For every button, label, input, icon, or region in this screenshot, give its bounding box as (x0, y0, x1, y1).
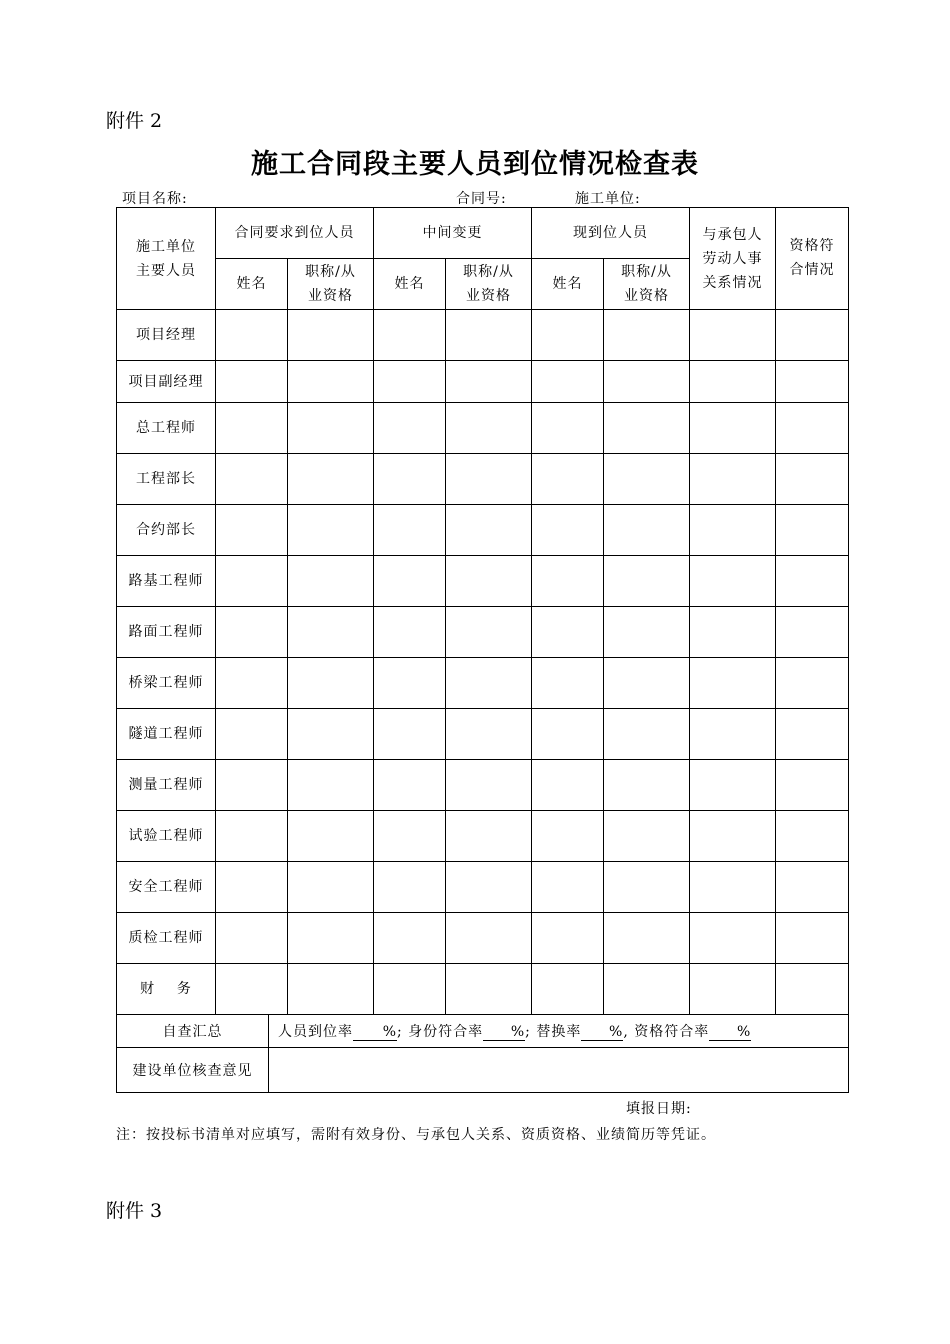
required-title-header: 职称/从 业资格 (288, 259, 374, 310)
table-cell[interactable] (216, 709, 288, 760)
table-cell[interactable] (604, 811, 690, 862)
table-row (117, 556, 849, 607)
table-cell[interactable] (532, 403, 604, 454)
table-cell[interactable] (532, 607, 604, 658)
identity-rate-blank[interactable]: % (483, 1024, 525, 1041)
footnote: 注：按投标书清单对应填写，需附有效身份、与承包人关系、资质资格、业绩简历等凭证。 (116, 1127, 716, 1143)
table-cell[interactable] (288, 760, 374, 811)
table-row (117, 913, 849, 964)
table-cell[interactable] (776, 760, 849, 811)
table-cell[interactable] (288, 658, 374, 709)
table-cell[interactable] (216, 811, 288, 862)
table-cell[interactable] (374, 811, 446, 862)
role-label: 合约部长 (117, 505, 216, 556)
contract-no-label: 合同号: (456, 191, 507, 207)
role-label: 总工程师 (117, 403, 216, 454)
role-label: 项目经理 (117, 310, 216, 361)
attachment-label-next: 附件 3 (106, 1200, 163, 1222)
table-cell[interactable] (446, 403, 532, 454)
table-cell[interactable] (374, 760, 446, 811)
table-cell[interactable] (532, 556, 604, 607)
role-label: 路面工程师 (117, 607, 216, 658)
table-cell[interactable] (374, 607, 446, 658)
table-cell[interactable] (776, 454, 849, 505)
table-cell[interactable] (690, 811, 776, 862)
table-cell[interactable] (446, 658, 532, 709)
table-cell[interactable] (374, 361, 446, 403)
role-label: 工程部长 (117, 454, 216, 505)
table-cell[interactable] (776, 607, 849, 658)
table-row (117, 760, 849, 811)
table-row (117, 811, 849, 862)
table-row (117, 862, 849, 913)
table-row (117, 403, 849, 454)
table-cell[interactable] (374, 964, 446, 1015)
table-cell[interactable] (690, 964, 776, 1015)
table-cell[interactable] (216, 361, 288, 403)
table-cell[interactable] (604, 607, 690, 658)
self-check-summary-label: 自查汇总 (117, 1015, 269, 1048)
required-personnel-header: 合同要求到位人员 (216, 208, 374, 259)
table-cell[interactable] (216, 760, 288, 811)
table-cell[interactable] (446, 964, 532, 1015)
owner-review-field[interactable] (269, 1048, 849, 1093)
table-cell[interactable] (690, 505, 776, 556)
table-cell[interactable] (690, 361, 776, 403)
table-cell[interactable] (216, 454, 288, 505)
table-cell[interactable] (604, 862, 690, 913)
table-cell[interactable] (446, 454, 532, 505)
table-cell[interactable] (604, 709, 690, 760)
change-name-header: 姓名 (374, 259, 446, 310)
table-cell[interactable] (776, 361, 849, 403)
table-cell[interactable] (374, 913, 446, 964)
qualification-match-header: 资格符 合情况 (776, 208, 849, 310)
table-cell[interactable] (690, 760, 776, 811)
table-cell[interactable] (690, 310, 776, 361)
table-cell[interactable] (288, 361, 374, 403)
corner-header: 施工单位 主要人员 (117, 208, 216, 310)
present-title-header: 职称/从 业资格 (604, 259, 690, 310)
table-cell[interactable] (374, 310, 446, 361)
table-cell[interactable] (532, 709, 604, 760)
replacement-rate-blank[interactable]: % (581, 1024, 623, 1041)
table-cell[interactable] (604, 760, 690, 811)
table-cell[interactable] (216, 505, 288, 556)
table-cell[interactable] (690, 658, 776, 709)
table-cell[interactable] (690, 913, 776, 964)
table-cell[interactable] (532, 310, 604, 361)
qualification-rate-blank[interactable]: % (709, 1024, 751, 1041)
table-cell[interactable] (776, 556, 849, 607)
contractor-relation-header: 与承包人 劳动人事 关系情况 (690, 208, 776, 310)
table-row (117, 607, 849, 658)
table-cell[interactable] (532, 658, 604, 709)
table-cell[interactable] (532, 862, 604, 913)
table-cell[interactable] (446, 556, 532, 607)
identity-rate-label: 身份符合率 (408, 1024, 484, 1040)
table-cell[interactable] (216, 658, 288, 709)
table-cell[interactable] (374, 454, 446, 505)
fill-date-label: 填报日期: (626, 1101, 692, 1117)
role-label: 试验工程师 (117, 811, 216, 862)
table-cell[interactable] (532, 505, 604, 556)
project-name-label: 项目名称: (122, 191, 188, 207)
owner-review-label: 建设单位核查意见 (117, 1048, 269, 1093)
table-cell[interactable] (374, 403, 446, 454)
replacement-rate-label: 替换率 (536, 1024, 582, 1040)
table-cell[interactable] (374, 658, 446, 709)
table-row (117, 709, 849, 760)
table-cell[interactable] (690, 709, 776, 760)
table-cell[interactable] (446, 913, 532, 964)
table-cell[interactable] (776, 811, 849, 862)
table-row (117, 454, 849, 505)
table-cell[interactable] (216, 913, 288, 964)
table-cell[interactable] (288, 556, 374, 607)
table-cell[interactable] (690, 556, 776, 607)
table-cell[interactable] (288, 964, 374, 1015)
table-cell[interactable] (288, 811, 374, 862)
table-row (117, 310, 849, 361)
table-row (117, 505, 849, 556)
change-title-header: 职称/从 业资格 (446, 259, 532, 310)
table-cell[interactable] (776, 310, 849, 361)
attachment-label: 附件 2 (106, 110, 163, 132)
table-cell[interactable] (532, 454, 604, 505)
table-cell[interactable] (216, 556, 288, 607)
role-label: 质检工程师 (117, 913, 216, 964)
table-cell[interactable] (532, 913, 604, 964)
role-label: 财 务 (117, 964, 216, 1015)
role-label: 测量工程师 (117, 760, 216, 811)
table-cell[interactable] (532, 964, 604, 1015)
table-cell[interactable] (288, 403, 374, 454)
present-name-header: 姓名 (532, 259, 604, 310)
table-cell[interactable] (776, 709, 849, 760)
table-cell[interactable] (604, 361, 690, 403)
table-cell[interactable] (216, 403, 288, 454)
arrival-rate-label: 人员到位率 (278, 1024, 353, 1040)
table-row (117, 658, 849, 709)
table-cell[interactable] (288, 310, 374, 361)
table-cell[interactable] (288, 505, 374, 556)
table-cell[interactable] (690, 454, 776, 505)
table-cell[interactable] (776, 505, 849, 556)
table-cell[interactable] (288, 454, 374, 505)
table-cell[interactable] (216, 310, 288, 361)
table-cell[interactable] (374, 505, 446, 556)
table-cell[interactable] (690, 403, 776, 454)
summary-table (116, 1014, 849, 1093)
role-label: 桥梁工程师 (117, 658, 216, 709)
role-label: 项目副经理 (117, 361, 216, 403)
personnel-check-table (116, 207, 849, 1015)
interim-change-header: 中间变更 (374, 208, 532, 259)
table-cell[interactable] (776, 913, 849, 964)
table-cell[interactable] (446, 862, 532, 913)
table-cell[interactable] (776, 862, 849, 913)
table-cell[interactable] (374, 556, 446, 607)
table-cell[interactable] (690, 862, 776, 913)
table-cell[interactable] (216, 607, 288, 658)
table-cell[interactable] (216, 862, 288, 913)
table-row (117, 964, 849, 1015)
self-check-summary-values: 人员到位率 %; 身份符合率 %; 替换率 %, 资格符合率 % (269, 1015, 849, 1048)
table-cell[interactable] (604, 454, 690, 505)
role-label: 路基工程师 (117, 556, 216, 607)
table-cell[interactable] (446, 811, 532, 862)
table-cell[interactable] (374, 709, 446, 760)
table-cell[interactable] (216, 964, 288, 1015)
qualification-rate-label: 资格符合率 (634, 1024, 710, 1040)
role-label: 隧道工程师 (117, 709, 216, 760)
table-cell[interactable] (288, 862, 374, 913)
construction-unit-label: 施工单位: (575, 191, 641, 207)
table-cell[interactable] (604, 913, 690, 964)
table-cell[interactable] (288, 709, 374, 760)
table-cell[interactable] (446, 709, 532, 760)
table-cell[interactable] (604, 964, 690, 1015)
table-cell[interactable] (446, 361, 532, 403)
table-cell[interactable] (604, 310, 690, 361)
table-cell[interactable] (604, 403, 690, 454)
present-personnel-header: 现到位人员 (532, 208, 690, 259)
table-cell[interactable] (288, 913, 374, 964)
table-cell[interactable] (288, 607, 374, 658)
role-label: 安全工程师 (117, 862, 216, 913)
arrival-rate-blank[interactable]: % (353, 1024, 397, 1041)
table-cell[interactable] (604, 505, 690, 556)
table-cell[interactable] (446, 310, 532, 361)
table-cell[interactable] (532, 760, 604, 811)
table-cell[interactable] (446, 760, 532, 811)
table-row (117, 361, 849, 403)
table-cell[interactable] (374, 862, 446, 913)
required-name-header: 姓名 (216, 259, 288, 310)
page-title: 施工合同段主要人员到位情况检查表 (251, 149, 699, 180)
table-cell[interactable] (532, 811, 604, 862)
table-cell[interactable] (446, 607, 532, 658)
table-cell[interactable] (776, 403, 849, 454)
table-cell[interactable] (776, 658, 849, 709)
table-cell[interactable] (690, 607, 776, 658)
table-cell[interactable] (532, 361, 604, 403)
table-cell[interactable] (776, 964, 849, 1015)
table-cell[interactable] (446, 505, 532, 556)
table-cell[interactable] (604, 556, 690, 607)
table-cell[interactable] (604, 658, 690, 709)
